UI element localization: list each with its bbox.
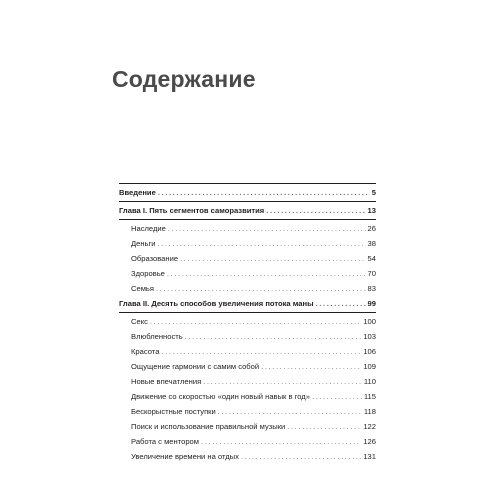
toc-item — [119, 314, 376, 329]
dot-leader — [201, 434, 361, 449]
toc-page-number: 110 — [363, 377, 376, 386]
toc-page-number: 126 — [363, 437, 376, 446]
toc-entry-label: Введение — [119, 188, 156, 197]
toc-page-number: 106 — [363, 347, 376, 356]
toc-item — [119, 389, 376, 404]
divider — [119, 219, 376, 220]
toc-chapter — [119, 296, 376, 312]
toc-item — [119, 329, 376, 344]
toc-entry-label: Работа с ментором — [131, 437, 199, 446]
toc-entry-label: Движение со скоростью «один новый навык в год» — [131, 392, 310, 401]
toc-entry-label: Красота — [131, 347, 160, 356]
divider — [119, 201, 376, 202]
toc-page-number: 103 — [363, 332, 376, 341]
dot-leader — [203, 374, 362, 389]
toc-item — [119, 419, 376, 434]
toc-item — [119, 374, 376, 389]
toc-entry-label: Семья — [131, 284, 154, 293]
dot-leader — [266, 203, 365, 219]
dot-leader — [158, 236, 366, 251]
toc-entry-label: Влюбленность — [131, 332, 183, 341]
toc-page-number: 131 — [363, 452, 376, 461]
table-of-contents — [119, 183, 376, 464]
toc-entry-label: Новые впечатления — [131, 377, 202, 386]
toc-page-number: 13 — [367, 206, 376, 215]
dot-leader — [180, 251, 365, 266]
toc-page-number: 99 — [367, 299, 376, 308]
toc-item — [119, 281, 376, 296]
toc-item — [119, 359, 376, 374]
toc-item — [119, 344, 376, 359]
toc-entry-label: Здоровье — [131, 269, 165, 278]
toc-entry-label: Глава I. Пять сегментов саморазвития — [119, 206, 265, 215]
toc-page-number: 100 — [363, 317, 376, 326]
toc-entry-label: Образование — [131, 254, 179, 263]
toc-item — [119, 251, 376, 266]
toc-page-number: 109 — [363, 362, 376, 371]
dot-leader — [218, 404, 362, 419]
dot-leader — [185, 329, 362, 344]
toc-page-number: 54 — [367, 254, 376, 263]
dot-leader — [316, 296, 366, 312]
dot-leader — [156, 281, 366, 296]
dot-leader — [158, 185, 370, 201]
toc-page-number: 38 — [367, 239, 376, 248]
toc-entry-label: Поиск и использование правильной музыки — [131, 422, 286, 431]
dot-leader — [167, 266, 366, 281]
dot-leader — [287, 419, 361, 434]
toc-item — [119, 449, 376, 464]
toc-page-number: 26 — [367, 224, 376, 233]
toc-item — [119, 266, 376, 281]
toc-entry-label: Бескорыстные поступки — [131, 407, 216, 416]
toc-item — [119, 236, 376, 251]
dot-leader — [168, 221, 366, 236]
page-title: Содержание — [112, 66, 256, 92]
divider — [119, 312, 376, 313]
toc-page-number: 122 — [363, 422, 376, 431]
toc-chapter — [119, 203, 376, 219]
dot-leader — [261, 359, 361, 374]
toc-entry-label: Ощущение гармонии с самим собой — [131, 362, 260, 371]
toc-entry-label: Секс — [131, 317, 148, 326]
toc-entry-label: Деньги — [131, 239, 156, 248]
toc-chapter — [119, 185, 376, 201]
toc-item — [119, 434, 376, 449]
toc-page-number: 115 — [363, 392, 376, 401]
toc-entry-label: Увеличение времени на отдых — [131, 452, 239, 461]
divider — [119, 183, 376, 184]
toc-item — [119, 404, 376, 419]
toc-page-number: 118 — [363, 407, 376, 416]
toc-entry-label: Наследие — [131, 224, 166, 233]
dot-leader — [312, 389, 362, 404]
dot-leader — [150, 314, 361, 329]
toc-page-number: 70 — [367, 269, 376, 278]
dot-leader — [241, 449, 361, 464]
toc-page-number: 5 — [371, 188, 376, 197]
dot-leader — [161, 344, 361, 359]
toc-entry-label: Глава II. Десять способов увеличения потока маны — [119, 299, 314, 308]
toc-page-number: 83 — [367, 284, 376, 293]
toc-item — [119, 221, 376, 236]
